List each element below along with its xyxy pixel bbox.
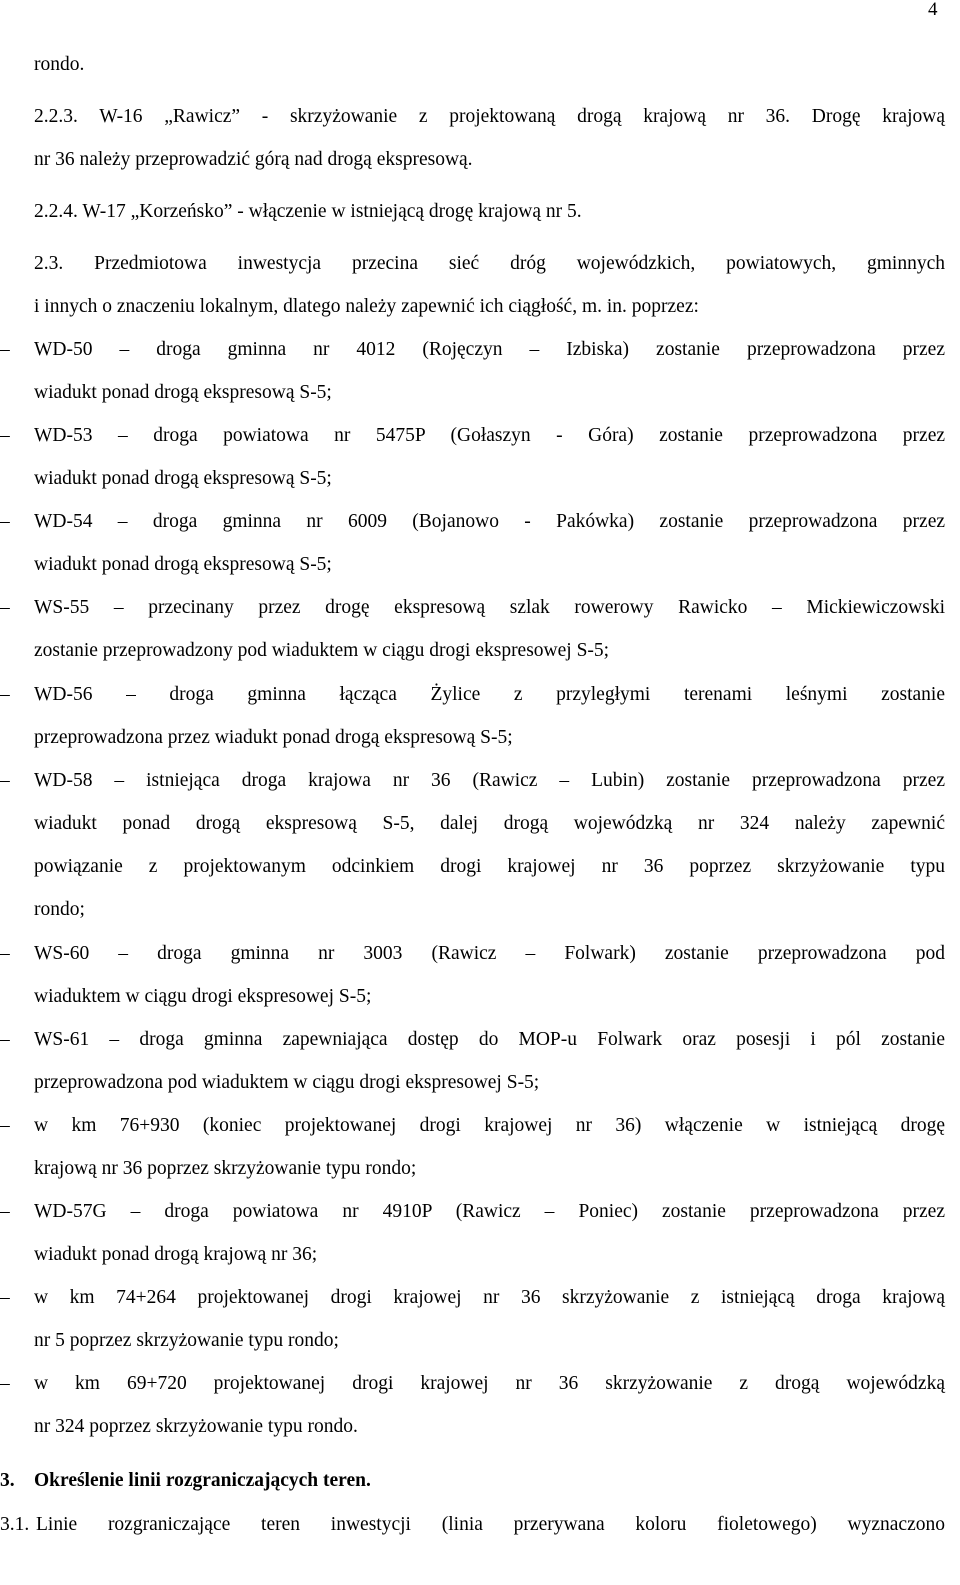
list-item-wd-54 [0,510,945,534]
dash-bullet: – [0,1287,10,1308]
page-number: 4 [928,0,938,20]
list-item-wd-50 [0,338,945,362]
list-item-wd-58 [0,769,945,793]
list-item-text: WD-50 – droga gminna nr 4012 (Rojęczyn – Izbiska) zostanie przeprowadzona przez [34,339,945,360]
list-item-text: WD-56 – droga gminna łącząca Żylice z przyległymi terenami leśnymi zostanie [34,684,945,705]
list-item-continuation: krajową nr 36 poprzez skrzyżowanie typu rondo; [34,1158,417,1179]
list-item-wd-57g [0,1200,945,1224]
paragraph-3-1-line-1 [0,1513,945,1537]
list-item-text: WD-57G – droga powiatowa nr 4910P (Rawicz – Poniec) zostanie przeprowadzona przez [34,1201,945,1222]
dash-bullet: – [0,1115,10,1136]
list-item-continuation: wiadukt ponad drogą ekspresową S-5; [34,382,332,403]
list-item-km-76-930 [0,1114,945,1138]
list-item-continuation: nr 324 poprzez skrzyżowanie typu rondo. [34,1416,358,1437]
list-item-text: WS-55 – przecinany przez drogę ekspresową szlak rowerowy Rawicko – Mickiewiczowski [34,597,945,618]
list-item-continuation: wiadukt ponad drogą ekspresową S-5; [34,468,332,489]
dash-bullet: – [0,1373,10,1394]
text-line: rondo. [34,54,85,75]
dash-bullet: – [0,425,10,446]
dash-bullet: – [0,684,10,705]
paragraph-2-2-3-line-1: 2.2.3. W-16 „Rawicz” - skrzyżowanie z projektowaną drogą krajową nr 36. Drogę krajową [34,106,945,127]
section-heading [0,1469,371,1493]
list-item-text: WD-58 – istniejąca droga krajowa nr 36 (Rawicz – Lubin) zostanie przeprowadzona przez [34,770,945,791]
list-item-continuation: nr 5 poprzez skrzyżowanie typu rondo; [34,1330,339,1351]
list-item-wd-56 [0,683,945,707]
dash-bullet: – [0,339,10,360]
list-item-text: WS-60 – droga gminna nr 3003 (Rawicz – Folwark) zostanie przeprowadzona pod [34,943,945,964]
dash-bullet: – [0,1201,10,1222]
list-item-km-69-720 [0,1372,945,1396]
list-item-ws-61 [0,1028,945,1052]
list-item-wd-53 [0,424,945,448]
dash-bullet: – [0,597,10,618]
list-item-continuation: wiaduktem w ciągu drogi ekspresowej S-5; [34,986,372,1007]
paragraph-2-2-3-line-2: nr 36 należy przeprowadzić górą nad drogą ekspresową. [34,149,473,170]
paragraph-2-3-line-2: i innych o znaczeniu lokalnym, dlatego należy zapewnić ich ciągłość, m. in. poprzez: [34,296,699,317]
dash-bullet: – [0,511,10,532]
list-item-continuation: rondo; [34,899,85,920]
paragraph-text: Linie rozgraniczające teren inwestycji (linia przerywana koloru fioletowego) wyznaczono [36,1514,945,1535]
list-item-continuation: wiadukt ponad drogą ekspresową S-5, dalej drogą wojewódzką nr 324 należy zapewnić [34,813,945,834]
paragraph-2-3-line-1: 2.3. Przedmiotowa inwestycja przecina sieć dróg wojewódzkich, powiatowych, gminnych [34,253,945,274]
list-item-continuation: przeprowadzona pod wiaduktem w ciągu drogi ekspresowej S-5; [34,1072,540,1093]
list-item-continuation: powiązanie z projektowanym odcinkiem drogi krajowej nr 36 poprzez skrzyżowanie typu [34,856,945,877]
list-item-text: WD-54 – droga gminna nr 6009 (Bojanowo - Pakówka) zostanie przeprowadzona przez [34,511,945,532]
list-item-continuation: przeprowadzona przez wiadukt ponad drogą ekspresową S-5; [34,727,513,748]
paragraph-number: 3.1. [0,1514,30,1535]
list-item-text: w km 74+264 projektowanej drogi krajowej nr 36 skrzyżowanie z istniejącą droga krajową [34,1287,945,1308]
list-item-continuation: wiadukt ponad drogą ekspresową S-5; [34,554,332,575]
section-title: Określenie linii rozgraniczających teren. [34,1470,371,1491]
list-item-text: w km 69+720 projektowanej drogi krajowej nr 36 skrzyżowanie z drogą wojewódzką [34,1373,945,1394]
list-item-text: WD-53 – droga powiatowa nr 5475P (Gołaszyn - Góra) zostanie przeprowadzona przez [34,425,945,446]
list-item-continuation: wiadukt ponad drogą krajową nr 36; [34,1244,318,1265]
section-number: 3. [0,1470,15,1491]
paragraph-2-2-4: 2.2.4. W-17 „Korzeńsko” - włączenie w istniejącą drogę krajową nr 5. [34,201,582,222]
list-item-ws-55 [0,596,945,620]
dash-bullet: – [0,1029,10,1050]
list-item-km-74-264 [0,1286,945,1310]
list-item-text: w km 76+930 (koniec projektowanej drogi krajowej nr 36) włączenie w istniejącą drogę [34,1115,945,1136]
list-item-text: WS-61 – droga gminna zapewniająca dostęp do MOP-u Folwark oraz posesji i pól zostanie [34,1029,945,1050]
dash-bullet: – [0,943,10,964]
list-item-ws-60 [0,942,945,966]
list-item-continuation: zostanie przeprowadzony pod wiaduktem w ciągu drogi ekspresowej S-5; [34,640,610,661]
dash-bullet: – [0,770,10,791]
